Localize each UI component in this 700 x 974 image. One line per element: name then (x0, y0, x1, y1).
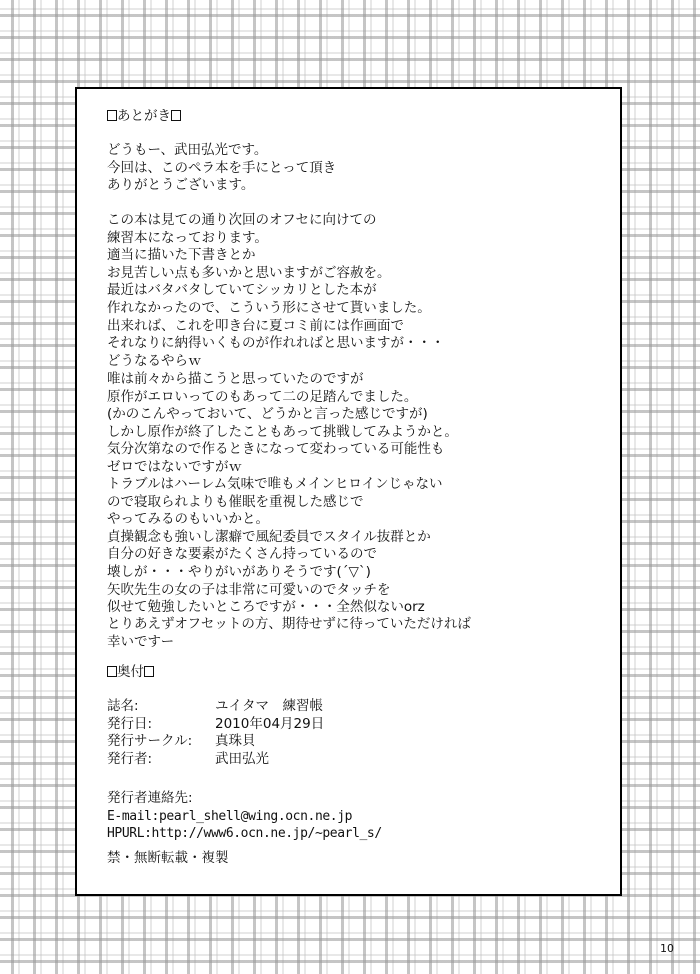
colophon-row (107, 716, 324, 734)
colophon-heading (107, 664, 154, 682)
colophon-row (107, 733, 324, 751)
text-line: しかし原作が終了したこともあって挑戦してみようかと。 (107, 423, 458, 440)
afterword-paragraph-1 (107, 142, 336, 195)
contact-heading: 発行者連絡先: (107, 790, 193, 806)
text-line: やってみるのもいいかと。 (107, 511, 269, 528)
text-line: どうなるやらｗ (107, 352, 202, 369)
text-panel (75, 87, 622, 896)
box-icon (171, 110, 181, 121)
box-icon (144, 666, 154, 677)
colophon-label: 誌名: (107, 698, 139, 714)
colophon-label: 発行日: (107, 715, 153, 732)
colophon-row (107, 751, 324, 769)
afterword-paragraph-4 (107, 476, 442, 617)
text-line: 幸いですー (107, 633, 175, 650)
text-line: ありがとうございます。 (107, 177, 255, 194)
text-line: 原作がエロいってのもあって二の足踏んでました。 (107, 388, 418, 405)
text-line: 適当に描いた下書きとか (107, 247, 256, 264)
colophon-value: 真珠貝 (215, 733, 256, 750)
text-line: 矢吹先生の女の子は非常に可愛いのでタッチを (107, 581, 391, 598)
colophon-value: ユイタマ 練習帳 (215, 698, 323, 714)
text-line: トラブルはハーレム気味で唯もメインヒロインじゃない (107, 476, 443, 492)
contact-email: E-mail:pearl_shell@wing.ocn.ne.jp (107, 808, 353, 824)
text-line: (かのこんやっておいて、どうかと言った感じですが) (107, 406, 428, 423)
text-line: それなりに納得いくものが作れればと思いますが・・・ (107, 335, 445, 352)
afterword-heading (107, 108, 181, 126)
colophon-value: 2010年04月29日 (215, 715, 325, 732)
text-line: どうもー、武田弘光です。 (107, 142, 268, 158)
text-line: 自分の好きな要素がたくさん持っているので (107, 546, 377, 563)
text-line: 今回は、このペラ本を手にとって頂き (107, 159, 337, 176)
text-line: 最近はバタバタしていてシッカリとした本が (107, 282, 377, 299)
text-line: 作れなかったので、こういう形にさせて貰いました。 (107, 299, 431, 316)
colophon-row (107, 698, 324, 716)
contact-section (107, 790, 382, 843)
afterword-paragraph-2 (107, 212, 445, 370)
copyright-notice (107, 850, 229, 868)
text-line: 出来れば、これを叩き台に夏コミ前には作画面で (107, 317, 404, 334)
colophon-table (107, 698, 324, 768)
text-line: 似せて勉強したいところですが・・・全然似ないorz (107, 599, 425, 616)
page-number: 10 (660, 942, 674, 955)
afterword-paragraph-3 (107, 371, 458, 477)
colophon-label: 発行サークル: (107, 733, 193, 750)
colophon-title: 奥付 (117, 664, 144, 680)
text-line: とりあえずオフセットの方、期待せずに待っていただければ (107, 616, 471, 632)
text-line: ゼロではないですがｗ (107, 458, 242, 475)
text-line: 貞操観念も強いし潔癖で風紀委員でスタイル抜群とか (107, 528, 431, 545)
text-line: この本は見ての通り次回のオフセに向けての (107, 212, 377, 228)
afterword-paragraph-5 (107, 616, 471, 651)
contact-url: HPURL:http://www6.ocn.ne.jp/~pearl_s/ (107, 826, 382, 842)
text-line: 練習本になっております。 (107, 229, 268, 246)
afterword-title: あとがき (117, 108, 171, 124)
text-line: 気分次第なので作るときになって変わっている可能性も (107, 441, 445, 458)
text-line: 唯は前々から描こうと思っていたのですが (107, 371, 364, 387)
box-icon (107, 110, 117, 121)
notice-text: 禁・無断転載・複製 (107, 850, 229, 866)
colophon-label: 発行者: (107, 750, 153, 767)
box-icon (107, 666, 117, 677)
text-line: ので寝取られよりも催眠を重視した感じで (107, 493, 364, 510)
text-line: 壊しが・・・やりがいがありそうです(´▽`) (107, 563, 371, 580)
text-line: お見苦しい点も多いかと思いますがご容赦を。 (107, 264, 391, 281)
colophon-value: 武田弘光 (215, 750, 269, 767)
